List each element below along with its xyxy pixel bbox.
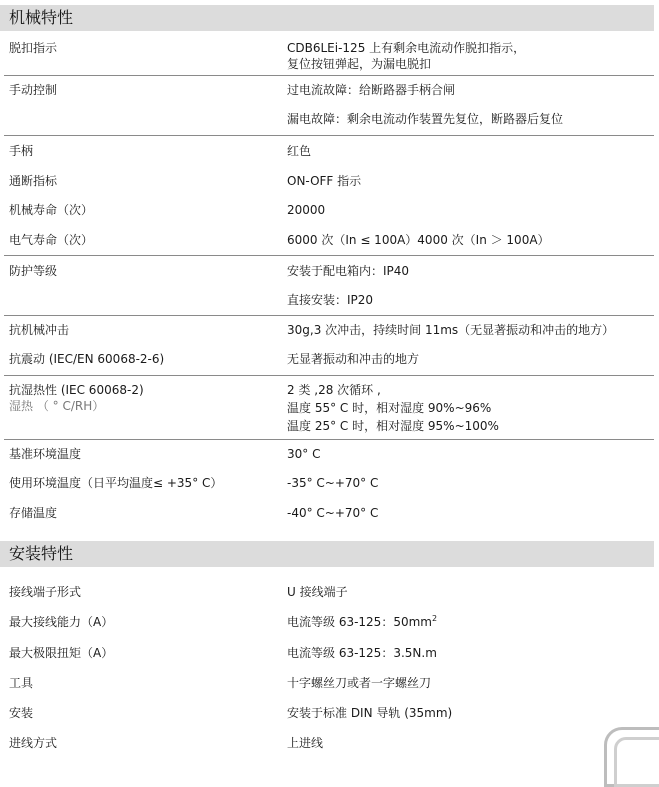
row-label: 进线方式 xyxy=(9,736,58,750)
row-value: 过电流故障：给断路器手柄合闸 xyxy=(287,83,456,97)
row-value: CDB6LEi-125 上有剩余电流动作脱扣指示， xyxy=(287,41,526,55)
row-value: 安装于配电箱内：IP40 xyxy=(287,264,410,278)
row-sublabel: 湿热 （ ° C/RH） xyxy=(9,399,105,413)
row-label: 防护等级 xyxy=(9,264,58,278)
row-value: 无显著振动和冲击的地方 xyxy=(287,352,420,366)
row-value: 上进线 xyxy=(287,736,324,750)
row-label: 存储温度 xyxy=(9,506,58,520)
row-value: U 接线端子 xyxy=(287,585,348,599)
row-label: 接线端子形式 xyxy=(9,585,82,599)
row-label: 机械寿命（次） xyxy=(9,203,94,217)
row-label: 电气寿命（次） xyxy=(9,233,94,247)
row-label: 最大极限扭矩（A） xyxy=(9,646,114,660)
section-header-installation: 安装特性 xyxy=(0,541,654,567)
row-label: 安装 xyxy=(9,706,34,720)
row-value: -35° C~+70° C xyxy=(287,476,379,490)
row-value-line3: 温度 25° C 时，相对湿度 95%~100% xyxy=(287,419,499,433)
row-divider xyxy=(4,135,654,136)
decorative-corner-frame-inner xyxy=(614,737,659,787)
row-divider xyxy=(4,439,654,440)
row-value: 漏电故障：剩余电流动作装置先复位，断路器后复位 xyxy=(287,112,564,126)
section-header-mechanical: 机械特性 xyxy=(0,5,654,31)
row-label: 抗机械冲击 xyxy=(9,323,70,337)
row-label: 脱扣指示 xyxy=(9,41,58,55)
row-divider xyxy=(4,315,654,316)
row-label: 最大接线能力（A） xyxy=(9,615,114,629)
row-value: 十字螺丝刀或者一字螺丝刀 xyxy=(287,676,432,690)
row-value-line2: 温度 55° C 时，相对湿度 90%~96% xyxy=(287,401,492,415)
row-value: 30° C xyxy=(287,447,321,461)
row-label: 基准环境温度 xyxy=(9,447,82,461)
row-value: ON-OFF 指示 xyxy=(287,174,362,188)
row-label: 手动控制 xyxy=(9,83,58,97)
row-value: 直接安装：IP20 xyxy=(287,293,374,307)
superscript: 2 xyxy=(431,614,438,623)
row-label: 抗震动 (IEC/EN 60068-2-6) xyxy=(9,352,165,366)
row-divider xyxy=(4,75,654,76)
row-value: 红色 xyxy=(287,144,312,158)
row-label: 使用环境温度（日平均温度≤ +35° C） xyxy=(9,476,223,490)
row-value: 6000 次（In ≤ 100A）4000 次（In ＞ 100A） xyxy=(287,233,550,247)
row-value: 2 类 ,28 次循环 , xyxy=(287,383,381,397)
row-value xyxy=(287,614,437,630)
row-value-text: 电流等级 63-125：50mm xyxy=(287,615,432,629)
row-label: 抗湿热性 (IEC 60068-2) xyxy=(9,383,144,397)
row-value: 安装于标准 DIN 导轨 (35mm) xyxy=(287,706,453,720)
row-label: 手柄 xyxy=(9,144,34,158)
row-value-line2: 复位按钮弹起，为漏电脱扣 xyxy=(287,57,432,71)
row-divider xyxy=(4,255,654,256)
row-value: -40° C~+70° C xyxy=(287,506,379,520)
row-label: 工具 xyxy=(9,676,34,690)
row-value: 电流等级 63-125：3.5N.m xyxy=(287,646,437,660)
row-value: 30g,3 次冲击，持续时间 11ms（无显著振动和冲击的地方） xyxy=(287,323,615,337)
row-divider xyxy=(4,375,654,376)
row-value: 20000 xyxy=(287,203,326,217)
row-label: 通断指标 xyxy=(9,174,58,188)
